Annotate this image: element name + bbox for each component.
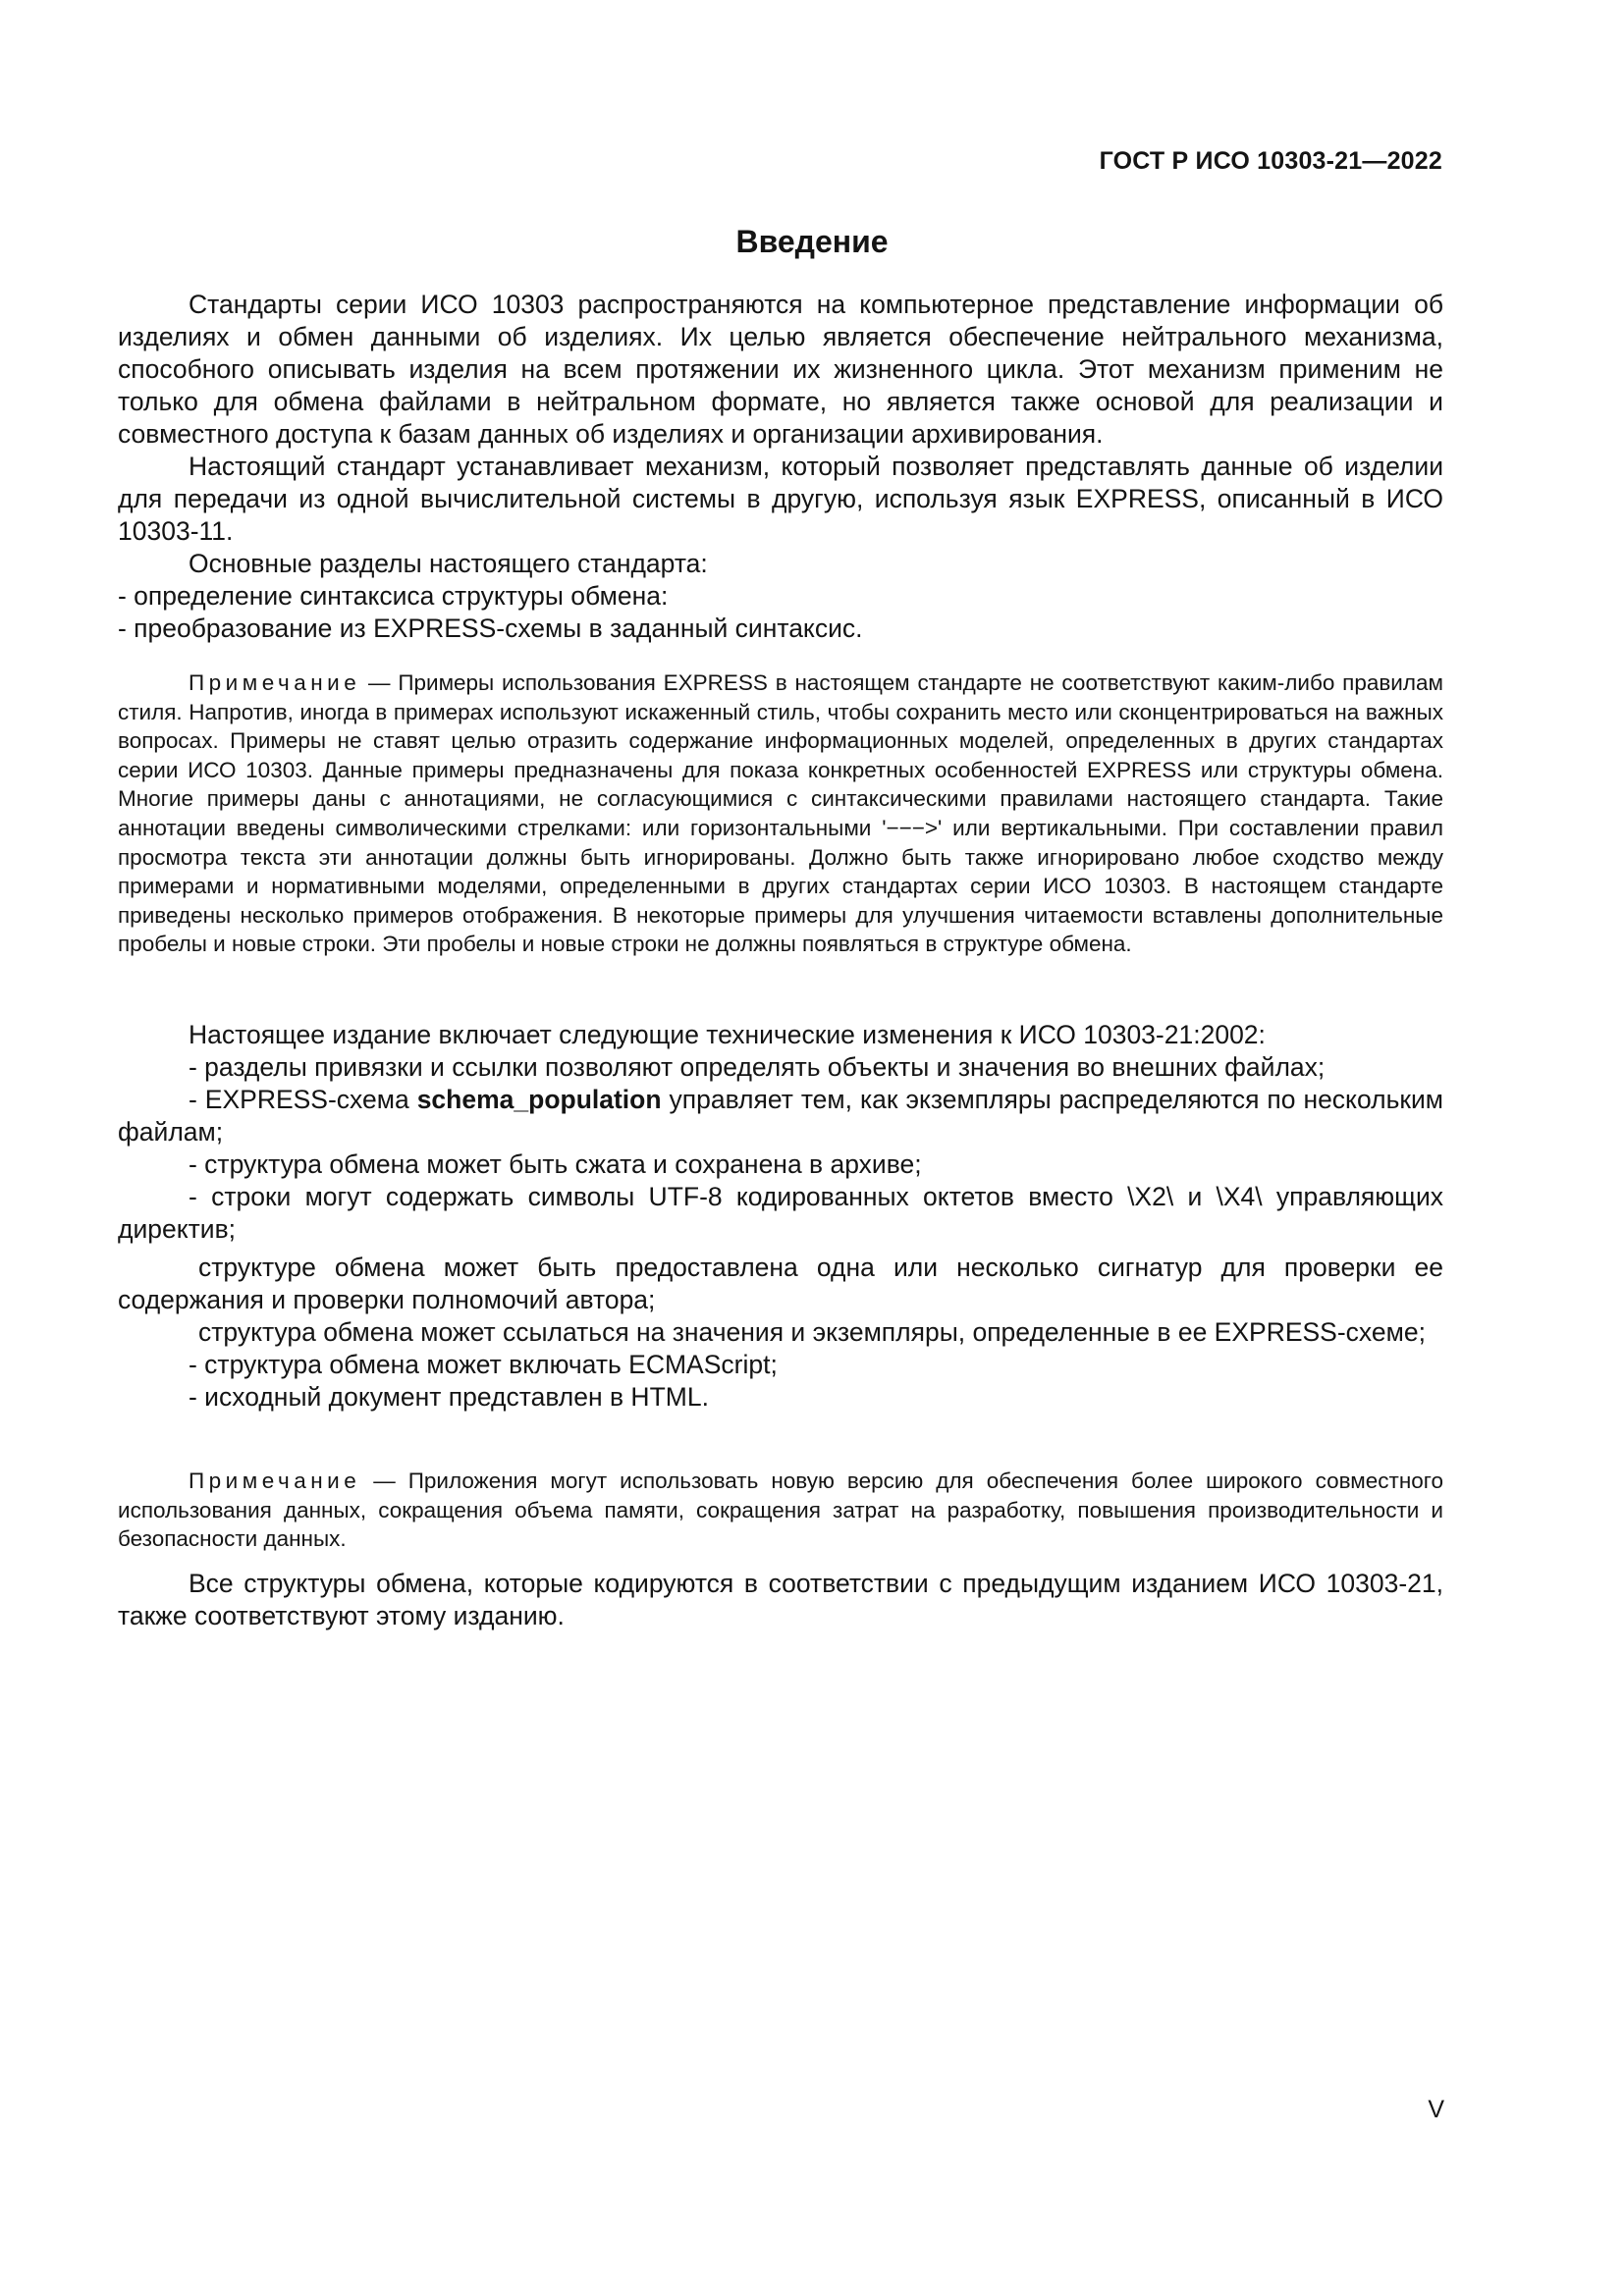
section-title: Введение <box>735 224 889 259</box>
note-dash: — <box>360 670 399 695</box>
changes-block <box>118 1019 1443 1414</box>
change-item: - структура обмена может включать ECMAScript; <box>189 1350 778 1379</box>
change-item: - строки могут содержать символы UTF-8 кодированных октетов вместо \X2\ и \X4\ управляющих директив; <box>118 1182 1443 1244</box>
changes-intro: Настоящее издание включает следующие технические изменения к ИСО 10303-21:2002: <box>189 1020 1266 1049</box>
list-item: - преобразование из EXPRESS-схемы в заданный синтаксис. <box>118 614 863 643</box>
note-2 <box>118 1467 1443 1554</box>
change-item-text: - EXPRESS-схема <box>189 1085 417 1114</box>
closing-paragraph: Все структуры обмена, которые кодируются в соответствии с предыдущим изданием ИСО 10303-21, также соответствуют этому изданию. <box>118 1569 1443 1630</box>
note-text: Примеры использования EXPRESS в настоящем стандарте не соответствуют каким-либо правилам стиля. Напротив, иногда в примерах используют искаженный стиль, чтобы сохранить место или сконцентрироваться на важных вопросах. Примеры не ставят целью отразить содержание информационных моделей, определенных в других стандартах серии ИСО 10303. Данные примеры предназначены для показа конкретных особенностей EXPRESS или структуры обмена. Многие примеры даны с аннотациями, не согласующимися с синтаксическими правилами настоящего стандарта. Такие аннотации введены символическими стрелками: или горизонтальными '−−−>' или вертикальными. При составлении правил просмотра текста эти аннотации должны быть игнорированы. Должно быть также игнорировано любое сходство между примерами и нормативными моделями, определенными в других стандартах серии ИСО 10303. В настоящем стандарте приведены несколько примеров отображения. В некоторые примеры для улучшения читаемости вставлены дополнительные пробелы и новые строки. Эти пробелы и новые строки не должны появляться в структуре обмена. <box>118 670 1443 957</box>
note-label: Примечание <box>189 670 361 695</box>
document-code-header: ГОСТ Р ИСО 10303-21—2022 <box>1099 147 1442 175</box>
change-item: структуре обмена может быть предоставлена одна или несколько сигнатур для проверки ее содержания и проверки полномочий автора; <box>118 1253 1443 1314</box>
paragraph-3: Основные разделы настоящего стандарта: <box>189 549 708 578</box>
list-item: - определение синтаксиса структуры обмена: <box>118 581 669 611</box>
change-item: структура обмена может ссылаться на значения и экземпляры, определенные в ее EXPRESS-схеме; <box>198 1317 1426 1347</box>
paragraph-1: Стандарты серии ИСО 10303 распространяются на компьютерное представление информации об изделиях и обмен данными об изделиях. Их целью является обеспечение нейтрального механизма, способного описывать изделия на всем протяжении их жизненного цикла. Этот механизм применим не только для обмена файлами в нейтральном формате, но является также основой для реализации и совместного доступа к базам данных об изделиях и организации архивирования. <box>118 290 1443 449</box>
closing-block <box>118 1568 1443 1632</box>
change-item-schema <box>118 1084 1443 1148</box>
note-dash: — <box>360 1468 408 1493</box>
change-item: - разделы привязки и ссылки позволяют определять объекты и значения во внешних файлах; <box>189 1052 1326 1082</box>
change-item-text: управляет тем, как экземпляры распределяются по нескольким файлам; <box>118 1085 1443 1147</box>
schema-name: schema_population <box>416 1085 662 1114</box>
paragraph-2: Настоящий стандарт устанавливает механизм, который позволяет представлять данные об изделии для передачи из одной вычислительной системы в другую, используя язык EXPRESS, описанный в ИСО 10303-11. <box>118 452 1443 546</box>
note-1 <box>118 668 1443 959</box>
change-item: - исходный документ представлен в HTML. <box>189 1382 709 1412</box>
note-text: Приложения могут использовать новую версию для обеспечения более широкого совместного использования данных, сокращения объема памяти, сокращения затрат на разработку, повышения производительности и безопасности данных. <box>118 1468 1443 1552</box>
change-item: - структура обмена может быть сжата и сохранена в архиве; <box>189 1149 922 1179</box>
note-label: Примечание <box>189 1468 361 1493</box>
page-number: V <box>1428 2096 1444 2123</box>
intro-block <box>118 289 1443 645</box>
